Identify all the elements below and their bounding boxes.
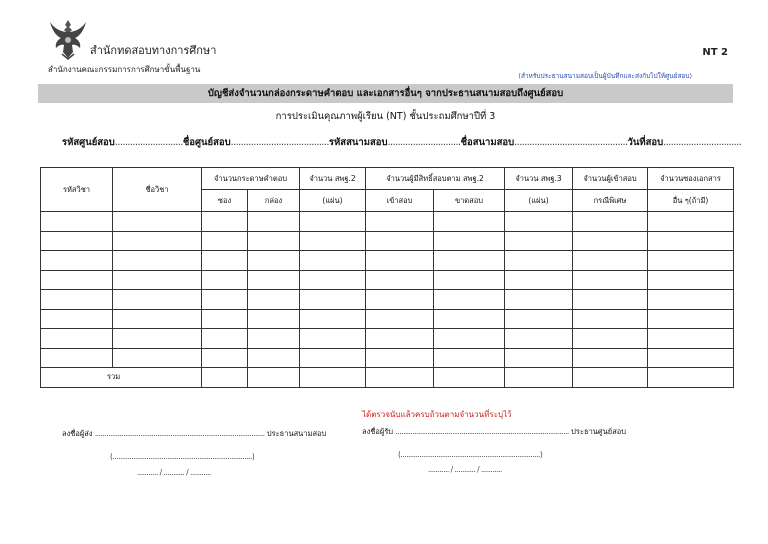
table-cell[interactable] — [648, 270, 734, 290]
table-cell[interactable] — [573, 309, 648, 329]
header-answer-sheets: จำนวนกระดาษคำตอบ — [202, 168, 300, 190]
table-cell[interactable] — [366, 348, 434, 368]
receiver-signature-field[interactable]: ............................................................................................ — [395, 427, 569, 436]
table-cell[interactable] — [573, 290, 648, 310]
table-cell[interactable] — [113, 231, 202, 251]
table-row — [41, 251, 734, 271]
document-subtitle: การประเมินคุณภาพผู้เรียน (NT) ชั้นประถมศึกษาปีที่ 3 — [275, 111, 496, 122]
table-row — [41, 270, 734, 290]
total-row — [41, 368, 734, 388]
table-cell[interactable] — [202, 231, 248, 251]
table-cell[interactable] — [366, 251, 434, 271]
table-cell[interactable] — [648, 368, 734, 388]
office-title: สำนักทดสอบทางการศึกษา — [90, 44, 217, 57]
table-cell[interactable] — [41, 270, 113, 290]
table-cell[interactable] — [434, 212, 505, 232]
header-spr3-count: จำนวน สพฐ.3 — [505, 168, 573, 190]
header-absent: ขาดสอบ — [434, 190, 505, 212]
table-cell[interactable] — [573, 329, 648, 349]
table-cell[interactable] — [202, 251, 248, 271]
table-cell[interactable] — [573, 251, 648, 271]
header-other-docs: จำนวนซองเอกสาร — [648, 168, 734, 190]
table-cell[interactable] — [434, 329, 505, 349]
header-spr2-count: จำนวน สพฐ.2 — [300, 168, 366, 190]
table-cell[interactable] — [573, 348, 648, 368]
sender-name-field[interactable]: (..........................................................................) — [110, 452, 255, 461]
site-code-field[interactable]: ............................. — [387, 137, 461, 148]
table-cell[interactable] — [573, 231, 648, 251]
sender-signature-line — [62, 428, 326, 440]
sender-signature-field[interactable]: .......................................................................................... — [94, 429, 265, 438]
header-spr3-unit: (แผ่น) — [505, 190, 573, 212]
table-cell[interactable] — [573, 212, 648, 232]
table-cell[interactable] — [113, 309, 202, 329]
table-cell[interactable] — [41, 348, 113, 368]
header-attended: เข้าสอบ — [366, 190, 434, 212]
table-cell[interactable] — [113, 212, 202, 232]
table-cell[interactable] — [248, 329, 300, 349]
table-cell[interactable] — [366, 309, 434, 329]
exam-date-label: วันที่สอบ — [627, 137, 664, 148]
header-other-docs-sub: อื่น ๆ(ถ้ามี) — [648, 190, 734, 212]
table-cell[interactable] — [648, 329, 734, 349]
table-cell[interactable] — [505, 290, 573, 310]
exam-info-line — [62, 135, 742, 150]
table-cell[interactable] — [648, 251, 734, 271]
table-cell[interactable] — [41, 329, 113, 349]
table-cell[interactable] — [366, 270, 434, 290]
ledger-table — [40, 167, 734, 388]
site-name-field[interactable]: ............................................. — [514, 137, 628, 148]
receiver-date-field[interactable]: ........... / ........... / ........... — [428, 465, 502, 474]
table-row — [41, 309, 734, 329]
center-code-label: รหัสศูนย์สอบ — [62, 137, 115, 148]
table-cell[interactable] — [434, 251, 505, 271]
table-cell[interactable] — [202, 270, 248, 290]
table-cell[interactable] — [248, 290, 300, 310]
garuda-emblem-icon — [48, 18, 88, 60]
table-cell[interactable] — [648, 290, 734, 310]
header-subject-code: รหัสวิชา — [41, 168, 113, 212]
table-cell[interactable] — [505, 348, 573, 368]
table-cell[interactable] — [573, 270, 648, 290]
center-name-label: ชื่อศูนย์สอบ — [182, 137, 231, 148]
table-cell[interactable] — [573, 368, 648, 388]
table-cell[interactable] — [248, 251, 300, 271]
table-cell[interactable] — [248, 212, 300, 232]
center-name-field[interactable]: ....................................... — [230, 137, 329, 148]
table-cell[interactable] — [505, 212, 573, 232]
sender-label: ลงชื่อผู้ส่ง — [62, 429, 93, 438]
document-title: บัญชีส่งจำนวนกล่องกระดาษคำตอบ และเอกสารอื่นๆ จากประธานสนามสอบถึงศูนย์สอบ — [38, 84, 733, 103]
table-cell[interactable] — [113, 348, 202, 368]
table-cell[interactable] — [248, 368, 300, 388]
header-envelope: ซอง — [202, 190, 248, 212]
table-row — [41, 329, 734, 349]
header-spr2-unit: (แผ่น) — [300, 190, 366, 212]
table-cell[interactable] — [300, 348, 366, 368]
table-cell[interactable] — [434, 309, 505, 329]
header-examinee-group: จำนวนผู้มีสิทธิ์สอบตาม สพฐ.2 — [366, 168, 505, 190]
table-cell[interactable] — [300, 231, 366, 251]
office-subtitle: สำนักงานคณะกรรมการการศึกษาขั้นพื้นฐาน — [48, 65, 201, 74]
verification-note: ได้ตรวจนับแล้วครบถ้วนตามจำนวนที่ระบุไว้ — [362, 410, 512, 419]
table-cell[interactable] — [300, 368, 366, 388]
form-code: NT 2 — [702, 47, 728, 58]
table-cell[interactable] — [248, 231, 300, 251]
table-cell[interactable] — [113, 270, 202, 290]
table-cell[interactable] — [505, 329, 573, 349]
table-cell[interactable] — [113, 290, 202, 310]
table-cell[interactable] — [434, 231, 505, 251]
table-cell[interactable] — [434, 270, 505, 290]
table-cell[interactable] — [366, 290, 434, 310]
table-cell[interactable] — [202, 329, 248, 349]
table-cell[interactable] — [434, 368, 505, 388]
table-cell[interactable] — [648, 212, 734, 232]
table-cell[interactable] — [113, 329, 202, 349]
table-cell[interactable] — [648, 309, 734, 329]
exam-date-field[interactable]: ............................... — [663, 137, 742, 148]
table-cell[interactable] — [202, 368, 248, 388]
table-cell[interactable] — [434, 348, 505, 368]
receiver-signature-line — [362, 426, 626, 438]
sender-role: ประธานสนามสอบ — [266, 429, 327, 438]
receiver-role: ประธานศูนย์สอบ — [571, 427, 627, 436]
table-cell[interactable] — [505, 309, 573, 329]
receiver-label: ลงชื่อผู้รับ — [362, 427, 394, 436]
table-cell[interactable] — [202, 309, 248, 329]
header-special-case: กรณีพิเศษ — [573, 190, 648, 212]
table-cell[interactable] — [434, 290, 505, 310]
table-cell[interactable] — [248, 270, 300, 290]
receiver-name-field[interactable]: (..........................................................................) — [398, 450, 543, 459]
table-cell[interactable] — [202, 348, 248, 368]
site-name-label: ชื่อสนามสอบ — [460, 137, 515, 148]
table-cell[interactable] — [300, 290, 366, 310]
table-cell[interactable] — [300, 251, 366, 271]
table-row — [41, 212, 734, 232]
table-cell[interactable] — [505, 270, 573, 290]
table-cell[interactable] — [366, 368, 434, 388]
table-cell[interactable] — [41, 212, 113, 232]
table-cell[interactable] — [648, 231, 734, 251]
table-cell[interactable] — [248, 309, 300, 329]
table-row — [41, 231, 734, 251]
table-cell[interactable] — [41, 231, 113, 251]
table-cell[interactable] — [505, 368, 573, 388]
table-cell[interactable] — [366, 231, 434, 251]
table-cell[interactable] — [648, 348, 734, 368]
table-cell[interactable] — [113, 251, 202, 271]
sender-date-field[interactable]: ........... / ........... / ........... — [137, 468, 211, 477]
table-cell[interactable] — [300, 212, 366, 232]
center-code-field[interactable]: ........................... — [114, 137, 183, 148]
table-cell[interactable] — [366, 329, 434, 349]
total-label: รวม — [41, 368, 202, 388]
table-row — [41, 348, 734, 368]
table-cell[interactable] — [505, 231, 573, 251]
table-cell[interactable] — [41, 290, 113, 310]
table-cell[interactable] — [202, 212, 248, 232]
header-box: กล่อง — [248, 190, 300, 212]
table-cell[interactable] — [300, 329, 366, 349]
table-row — [41, 290, 734, 310]
form-note: (สำหรับประธานสนามสอบเป็นผู้บันทึกและส่งกับไปให้ศูนย์สอบ) — [518, 72, 692, 80]
table-cell[interactable] — [41, 309, 113, 329]
table-cell[interactable] — [300, 270, 366, 290]
table-cell[interactable] — [366, 212, 434, 232]
header-special-count: จำนวนผู้เข้าสอบ — [573, 168, 648, 190]
site-code-label: รหัสสนามสอบ — [328, 137, 388, 148]
table-cell[interactable] — [202, 290, 248, 310]
table-cell[interactable] — [248, 348, 300, 368]
table-cell[interactable] — [300, 309, 366, 329]
header-subject-name: ชื่อวิชา — [113, 168, 202, 212]
table-cell[interactable] — [505, 251, 573, 271]
table-cell[interactable] — [41, 251, 113, 271]
